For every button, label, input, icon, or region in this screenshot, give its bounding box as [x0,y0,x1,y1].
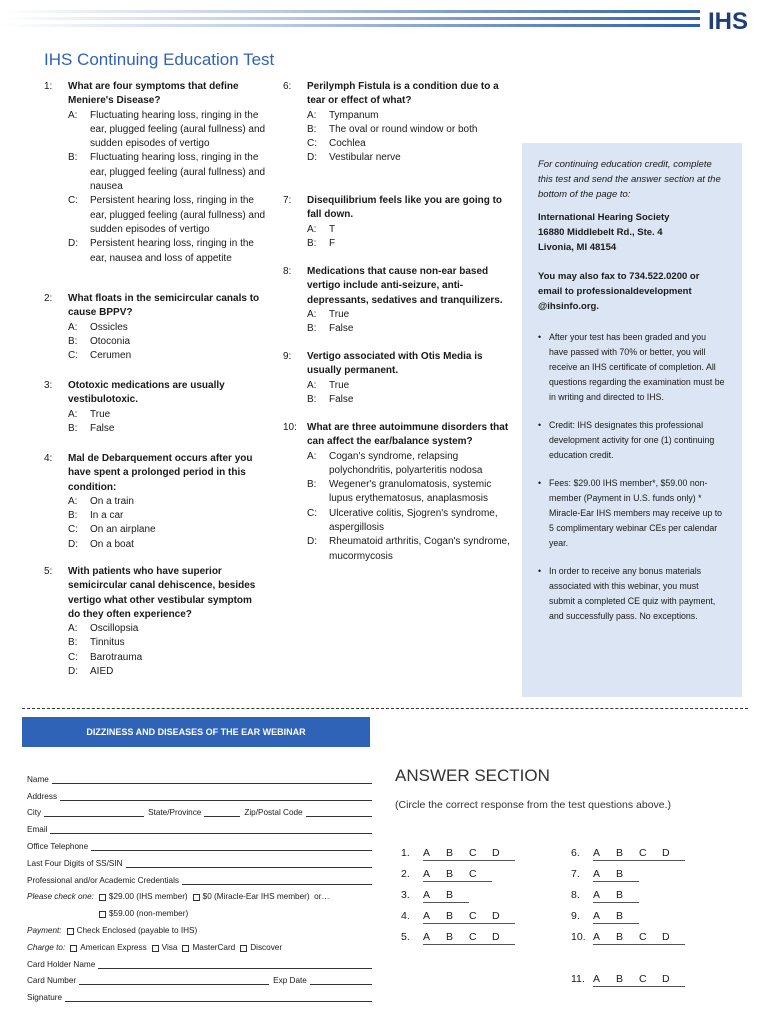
credentials-row [27,868,372,885]
address-field[interactable] [60,792,372,801]
answer-option [68,237,266,266]
state-label: State/Province [148,808,202,818]
answer-choices [423,910,515,924]
option-text: Rheumatoid arthritis, Cogan's syndrome, mucormycosis [329,536,510,562]
answer-number: 3. [401,889,410,901]
option-letter: B: [68,637,78,649]
option-text: AIED [90,666,114,678]
answer-option [307,137,513,151]
answer-choice[interactable]: B [616,868,624,880]
option-text: In a car [90,510,124,522]
state-field[interactable] [204,808,240,817]
option-letter: B: [68,152,78,164]
answer-row [401,868,492,882]
option-text: Cerumen [90,350,132,362]
option-text: Persistent hearing loss, ringing in the ear, plugged feeling (aural fullness) and sudden episodes of vertigo [90,195,266,235]
bullet-credit: • Credit: IHS designates this professional development activity for one (1) continuing education credit. [538,418,726,463]
email-label: Email [27,825,48,835]
answer-option [307,237,513,251]
answer-choice[interactable]: D [492,931,500,943]
answer-option [68,321,266,335]
mastercard-label: MasterCard [192,942,236,952]
answer-choice[interactable]: B [616,889,624,901]
answer-option [307,379,513,393]
fee-non-row [27,901,372,918]
option-text: Fluctuating hearing loss, ringing in the ear, plugged feeling (aural fullness) and sudden episodes of vertigo [90,109,266,150]
charge-to-label: Charge to: [27,942,66,952]
ssn-field[interactable] [126,859,372,868]
email-row [27,817,372,834]
check-enclosed-label: Check Enclosed (payable to IHS) [76,925,198,935]
answer-choice[interactable]: A [593,931,601,943]
visa-label: Visa [161,942,178,952]
option-letter: B: [68,335,78,347]
question [283,265,513,336]
question-number: 7: [283,195,292,206]
charge-row [27,935,372,952]
option-letter: B: [68,422,78,434]
option-letter: B: [68,510,78,522]
fee-non-label: $59.00 (non-member) [109,909,189,919]
webinar-banner: DIZZINESS AND DISEASES OF THE EAR WEBINAR [22,717,370,747]
mailing-address [538,210,726,255]
answer-option [307,123,513,137]
option-text: Cogan's syndrome, relapsing polychondritis, polyarteritis nodosa [329,450,483,476]
answer-choice[interactable]: A [423,868,431,880]
card-number-row [27,969,372,986]
answer-choice[interactable]: B [446,847,454,859]
fee-me-label: $0 (Miracle-Ear IHS member) [202,892,310,902]
answer-choice[interactable]: D [662,931,670,943]
answer-option [68,151,266,194]
answer-number: 10. [571,931,586,943]
answer-choice[interactable]: A [593,868,601,880]
phone-field[interactable] [91,842,372,851]
question-number: 6: [283,81,292,92]
answer-choice[interactable]: B [616,847,624,859]
option-letter: B: [307,393,317,405]
option-text: Wegener's granulomatosis, systemic lupus erythematosus, anaplasmosis [329,479,492,505]
answer-choice[interactable]: C [639,931,647,943]
answer-option [307,151,513,165]
option-text: Tinnitus [90,637,125,649]
answer-choice[interactable]: A [593,973,601,985]
fee-row [27,885,372,902]
bullet-fees: • Fees: $29.00 IHS member*, $59.00 non-member (Payment in U.S. funds only) * Miracle-Ear IHS members may receive up to 5 complimentary webinar CEs per calendar year. [538,476,726,551]
question [44,80,266,266]
answer-row [571,889,639,903]
question-text: What are four symptoms that define Meniere's Disease? [68,81,239,107]
payment-row [27,918,372,935]
answer-choice[interactable]: B [616,931,624,943]
option-letter: A: [68,321,78,333]
answer-choices [593,931,685,945]
option-text: Otoconia [90,335,131,347]
signature-field[interactable] [65,993,372,1002]
option-text: T [329,223,336,235]
answer-choice[interactable]: C [469,868,477,880]
answer-choices [593,889,639,903]
answer-choice[interactable]: A [423,847,431,859]
city-field[interactable] [44,808,144,817]
exp-date-field[interactable] [310,976,372,985]
zip-label: Zip/Postal Code [244,808,303,818]
answer-choice[interactable]: A [423,931,431,943]
answer-section-subtitle: (Circle the correct response from the test questions above.) [395,799,672,811]
question-text: Ototoxic medications are usually vestibulotoxic. [68,380,225,406]
question [283,80,513,166]
answer-choice[interactable]: B [446,910,454,922]
question-text: With patients who have superior semicircular canal dehiscence, besides vertigo what other vestibular symptom do they often experience? [68,566,256,620]
answer-choice[interactable]: B [446,931,454,943]
option-letter: C: [68,651,78,663]
fee-member-label: $29.00 (IHS member) [108,892,188,902]
header-stripe [0,17,700,20]
phone-row [27,834,372,851]
option-text: False [90,422,115,434]
option-text: False [329,323,354,335]
fee-member-checkbox[interactable] [99,894,106,901]
question [44,379,266,436]
question-text: Disequilibrium feels like you are going to fall down. [307,195,503,221]
answer-choices [593,973,685,987]
check-enclosed-checkbox[interactable] [67,928,74,935]
answer-option [307,109,513,123]
option-letter: A: [68,623,78,635]
option-text: Cochlea [329,138,366,150]
ssn-row [27,851,372,868]
header-stripe [0,10,700,13]
answer-row [401,910,515,924]
question-text: Vertigo associated with Otis Media is usually permanent. [307,351,483,377]
answer-choices [423,847,515,861]
card-holder-row [27,952,372,969]
option-text: Ossicles [90,321,128,333]
option-letter: A: [68,408,78,420]
option-letter: D: [68,238,78,250]
question-number: 5: [44,566,53,577]
city-label: City [27,808,42,818]
address-row [27,784,372,801]
option-letter: A: [307,109,317,121]
answer-choice[interactable]: D [662,973,670,985]
credentials-field[interactable] [182,876,372,885]
answer-choice[interactable]: A [593,847,601,859]
answer-option [307,478,513,507]
answer-choice[interactable]: C [639,973,647,985]
answer-choice[interactable]: B [616,910,624,922]
answer-row [571,910,639,924]
answer-option [68,408,266,422]
instructions-sidebar [522,143,742,697]
answer-option [307,223,513,237]
card-holder-label: Card Holder Name [27,959,96,969]
mastercard-checkbox[interactable] [182,945,189,952]
answer-option [68,538,266,552]
answer-choice[interactable]: A [423,889,431,901]
info-bullets [538,330,726,624]
option-letter: B: [307,123,317,135]
answer-number: 11. [571,973,585,985]
question-number: 9: [283,351,292,362]
signature-row [27,985,372,1002]
option-text: F [329,237,336,249]
option-letter: D: [68,666,78,678]
answer-option [307,393,513,407]
answer-choice[interactable]: A [593,910,601,922]
bullet-grading: • After your test has been graded and you have passed with 70% or better, you will receive an IHS certificate of completion. All questions regarding the examination must be in writing and directed to IHS. [538,330,726,405]
answer-option [68,109,266,152]
option-letter: A: [307,223,317,235]
cut-line [22,708,748,709]
option-letter: A: [307,450,317,462]
option-text: Persistent hearing loss, ringing in the ear, nausea and loss of appetite [90,238,254,264]
credentials-label: Professional and/or Academic Credentials [27,875,180,885]
question-text: Mal de Debarquement occurs after you have spent a prolonged period in this condition: [68,453,253,493]
answer-choice[interactable]: D [492,847,500,859]
fee-non-checkbox[interactable] [99,911,106,918]
fax-email-note: You may also fax to 734.522.0200 or email to professionaldevelopment @ihsinfo.org. [538,271,700,312]
option-letter: A: [307,379,317,391]
payment-label: Payment: [27,925,62,935]
answer-choices [423,931,515,945]
option-text: Fluctuating hearing loss, ringing in the ear, plugged feeling (aural fullness) and nausea [90,152,266,193]
option-text: Vestibular nerve [329,152,401,164]
or-label: or… [314,892,330,902]
answer-option [68,622,266,636]
answer-choice[interactable]: D [662,847,670,859]
option-letter: A: [307,308,317,320]
question [44,565,266,679]
answer-number: 7. [571,868,580,880]
answer-option [68,194,266,237]
answer-row [401,847,515,861]
question-text: What floats in the semicircular canals to cause BPPV? [68,293,260,319]
answer-number: 9. [571,910,580,922]
option-letter: D: [307,152,317,164]
option-text: On a boat [90,538,134,550]
question-number: 4: [44,453,53,464]
option-letter: D: [307,536,317,548]
email-field[interactable] [50,825,372,834]
question-number: 3: [44,380,53,391]
option-text: Ulcerative colitis, Sjogren's syndrome, aspergillosis [329,507,498,534]
answer-option [307,535,513,564]
option-text: True [329,379,350,391]
answer-number: 8. [571,889,580,901]
answer-option [68,495,266,509]
option-text: False [329,393,354,405]
option-letter: C: [307,138,317,150]
option-text: True [329,308,350,320]
answer-option [68,651,266,665]
answer-choices [423,868,492,882]
question [283,350,513,407]
amex-checkbox[interactable] [70,945,77,952]
answer-number: 5. [401,931,410,943]
answer-row [571,931,685,945]
option-letter: A: [68,495,78,507]
question [44,452,266,552]
city-row [27,801,372,818]
address-org: International Hearing Society [538,212,670,223]
answer-row [571,868,639,882]
ihs-logo [704,8,752,32]
address-city: Livonia, MI 48154 [538,242,617,253]
registration-form [27,767,372,1002]
answer-number: 6. [571,847,580,859]
name-label: Name [27,774,49,784]
card-holder-field[interactable] [98,960,372,969]
answer-choice[interactable]: B [446,868,454,880]
answer-option [307,507,513,536]
answer-option [307,322,513,336]
answer-choices [593,847,685,861]
name-field[interactable] [52,775,372,784]
signature-label: Signature [27,993,63,1003]
answer-option [68,349,266,363]
question-number: 2: [44,293,53,304]
option-letter: B: [307,479,317,491]
option-letter: C: [68,350,78,362]
option-letter: B: [307,237,317,249]
answer-number: 1. [401,847,410,859]
answer-choices [593,910,639,924]
option-letter: D: [68,538,78,550]
answer-option [68,636,266,650]
bullet-bonus: • In order to receive any bonus materials associated with this webinar, you must submit a completed CE quiz with payment, and successfully pass. No exceptions. [538,564,726,624]
visa-checkbox[interactable] [152,945,159,952]
answer-option [68,665,266,679]
header-stripe [0,24,700,27]
answer-number: 2. [401,868,410,880]
answer-option [307,450,513,479]
answer-choice[interactable]: B [446,889,454,901]
answer-choice[interactable]: A [423,910,431,922]
answer-choice[interactable]: C [469,931,477,943]
please-check-label: Please check one: [27,892,94,902]
option-text: On a train [90,495,134,507]
answer-choices [593,868,639,882]
answer-choice[interactable]: B [616,973,624,985]
answer-option [68,335,266,349]
option-text: Tympanum [329,109,379,121]
answer-choice[interactable]: D [492,910,500,922]
answer-option [68,509,266,523]
answer-option [68,422,266,436]
answer-section-title: ANSWER SECTION [395,766,550,785]
ssn-label: Last Four Digits of SS/SIN [27,858,123,868]
answer-choice[interactable]: C [469,910,477,922]
answer-row [401,931,515,945]
exp-date-label: Exp Date [273,976,307,986]
page-title: IHS Continuing Education Test [44,50,275,69]
option-text: True [90,408,111,420]
answer-row [571,973,685,987]
question [283,421,513,564]
option-text: The oval or round window or both [329,123,478,135]
question-text: Medications that cause non-ear based vertigo include anti-seizure, anti-depressants, sedatives and tranquilizers. [307,266,503,306]
top-bar [0,0,770,40]
answer-choice[interactable]: C [469,847,477,859]
option-letter: B: [307,323,317,335]
question-number: 1: [44,81,53,92]
question-text: Perilymph Fistula is a condition due to a tear or effect of what? [307,81,499,107]
answer-option [307,308,513,322]
card-number-field[interactable] [79,976,269,985]
question [283,194,513,251]
option-letter: A: [68,109,78,121]
phone-label: Office Telephone [27,841,89,851]
address-label: Address [27,791,58,801]
answer-choice[interactable]: C [639,847,647,859]
discover-checkbox[interactable] [240,945,247,952]
option-letter: C: [68,524,78,536]
option-text: Oscillopsia [90,623,139,635]
sidebar-intro: For continuing education credit, complete this test and send the answer section at the bottom of the page to: [538,159,721,200]
option-text: Barotrauma [90,651,143,663]
question-number: 10: [283,422,297,433]
answer-row [401,889,469,903]
question [44,292,266,363]
card-number-label: Card Number [27,976,77,986]
amex-label: American Express [80,942,147,952]
question-number: 8: [283,266,292,277]
logo-text: IHS [707,8,749,32]
option-letter: C: [68,195,78,207]
answer-row [571,847,685,861]
answer-number: 4. [401,910,410,922]
discover-label: Discover [250,942,283,952]
answer-choices [423,889,469,903]
question-text: What are three autoimmune disorders that can affect the ear/balance system? [307,422,509,448]
fee-me-checkbox[interactable] [193,894,200,901]
address-street: 16880 Middlebelt Rd., Ste. 4 [538,227,663,238]
name-row [27,767,372,784]
option-letter: C: [307,507,317,519]
answer-choice[interactable]: A [593,889,601,901]
option-text: On an airplane [90,524,156,536]
zip-field[interactable] [306,808,372,817]
answer-option [68,523,266,537]
